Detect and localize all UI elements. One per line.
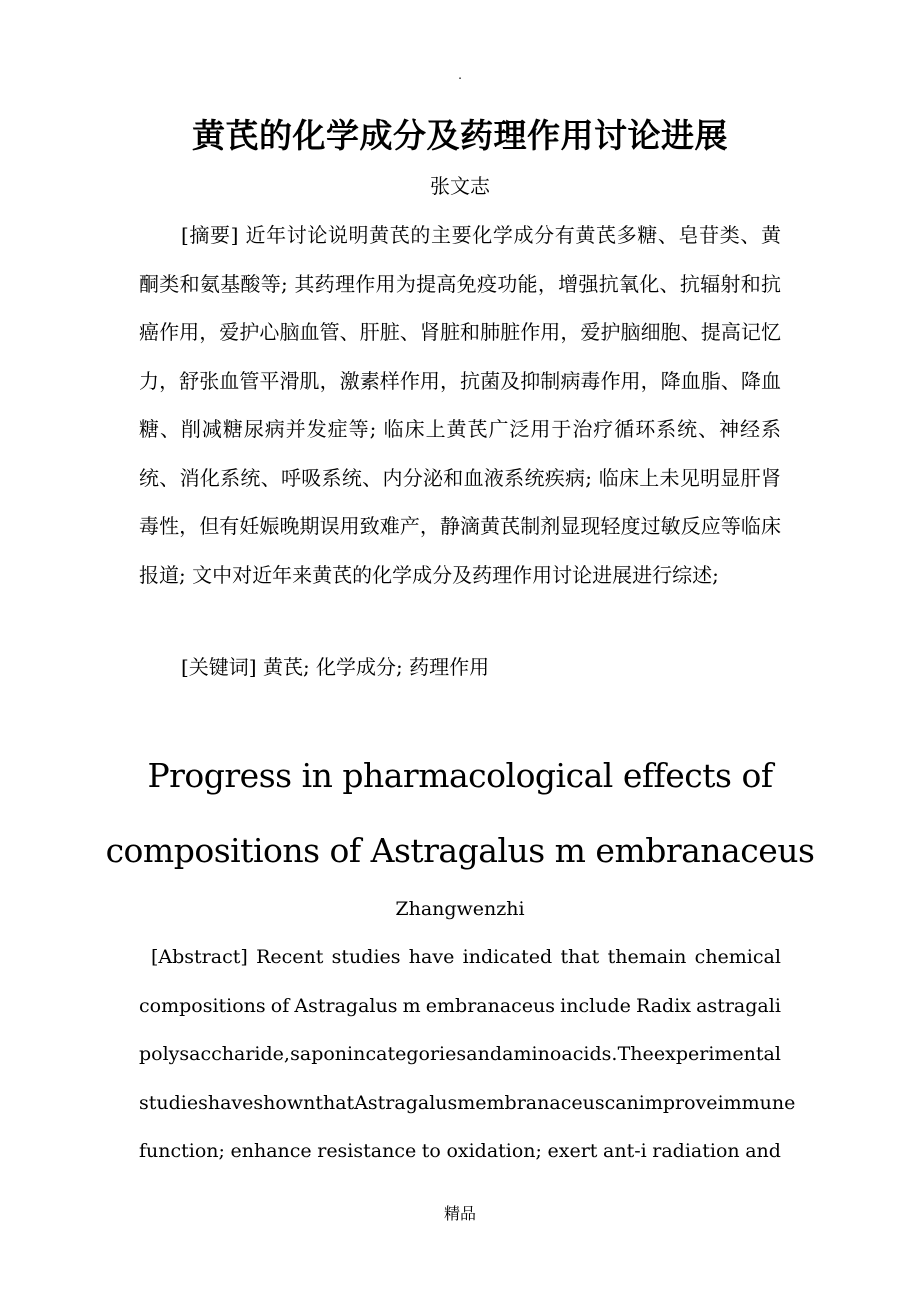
abstract-word: improve <box>638 1091 718 1114</box>
english-abstract <box>139 933 796 1176</box>
abstract-word: The <box>617 1043 654 1065</box>
abstract-word: amino <box>502 1043 562 1065</box>
abstract-word: saponin <box>290 1043 366 1065</box>
abstract-word: experimental <box>653 1043 781 1065</box>
abstract-word: embranaceus <box>425 994 556 1017</box>
abstract-word: themain <box>607 946 687 968</box>
abstract-word: compositions <box>139 994 266 1017</box>
abstract-word: oxidation; <box>446 1140 542 1162</box>
abstract-word: studies <box>331 946 401 968</box>
abstract-word: [Abstract] <box>151 946 248 968</box>
abstract-word: include <box>560 994 631 1017</box>
english-title-line-1: Progress in pharmacological effects of <box>147 756 773 795</box>
abstract-word: ant-i <box>603 1140 647 1162</box>
abstract-word: resistance <box>317 1140 417 1162</box>
abstract-word: Astragalus <box>294 994 398 1017</box>
abstract-word: chemical <box>694 946 781 968</box>
chinese-abstract: [摘要] 近年讨论说明黄芪的主要化学成分有黄芪多糖、皂苷类、黄酮类和氨基酸等; 其药理作用为提高免疫功能，增强抗氧化、抗辐射和抗癌作用，爱护心脑血管、肝脏、肾脏和肺脏作用，爱护脑细胞、提高记忆力，舒张血管平滑肌，激素样作用，抗菌及抑制病毒作用，降血脂、降血糖、削减糖尿病并发症等; 临床上黄芪广泛用于治疗循环系统、神经系统、消化系统、呼吸系统、内分泌和血液系统疾病; 临床上未见明显肝肾毒性，但有妊娠晚期误用致难产，静滴黄芪制剂显现轻度过敏反应等临床报道; 文中对近年来黄芪的化学成分及药理作用讨论进展进行综述; <box>139 223 781 587</box>
abstract-word: studies <box>139 1091 208 1114</box>
abstract-word: immune <box>717 1091 796 1114</box>
chinese-author: 张文志 <box>430 174 490 198</box>
abstract-word: categories <box>365 1043 467 1065</box>
abstract-word: polysaccharide, <box>139 1043 290 1065</box>
chinese-keywords: [关键词] 黄芪; 化学成分; 药理作用 <box>181 655 490 679</box>
abstract-word: that <box>560 946 600 968</box>
abstract-word: exert <box>547 1140 598 1162</box>
abstract-line <box>139 933 781 982</box>
header-mark: . <box>458 68 462 82</box>
abstract-line <box>139 1079 796 1128</box>
abstract-word: Astragalus <box>354 1091 458 1114</box>
abstract-line <box>139 1127 781 1176</box>
english-title-line-2: compositions of Astragalus m embranaceus <box>105 831 815 870</box>
abstract-word: and <box>466 1043 502 1065</box>
abstract-word: of <box>270 994 290 1017</box>
abstract-word: astragali <box>696 994 781 1017</box>
english-title <box>0 738 920 888</box>
abstract-word: embranaceus <box>475 1091 605 1114</box>
english-author: Zhangwenzhi <box>395 898 525 920</box>
abstract-word: to <box>421 1140 441 1162</box>
abstract-word: acids. <box>561 1043 618 1065</box>
abstract-word: can <box>604 1091 639 1114</box>
abstract-line <box>139 982 781 1031</box>
chinese-title: 黄芪的化学成分及药理作用讨论进展 <box>192 116 728 155</box>
abstract-word: have <box>207 1091 254 1114</box>
abstract-word: m <box>402 994 421 1017</box>
abstract-word: radiation <box>652 1140 740 1162</box>
abstract-word: function; <box>139 1140 225 1162</box>
abstract-word: m <box>457 1091 476 1114</box>
abstract-word: Radix <box>635 994 692 1017</box>
abstract-word: Recent <box>256 946 324 968</box>
abstract-word: enhance <box>230 1140 312 1162</box>
abstract-word: indicated <box>462 946 553 968</box>
abstract-word: have <box>408 946 455 968</box>
abstract-word: that <box>315 1091 355 1114</box>
abstract-word: and <box>745 1140 781 1162</box>
footer-label: 精品 <box>443 1204 476 1223</box>
abstract-line <box>139 1030 781 1079</box>
abstract-word: shown <box>253 1091 316 1114</box>
